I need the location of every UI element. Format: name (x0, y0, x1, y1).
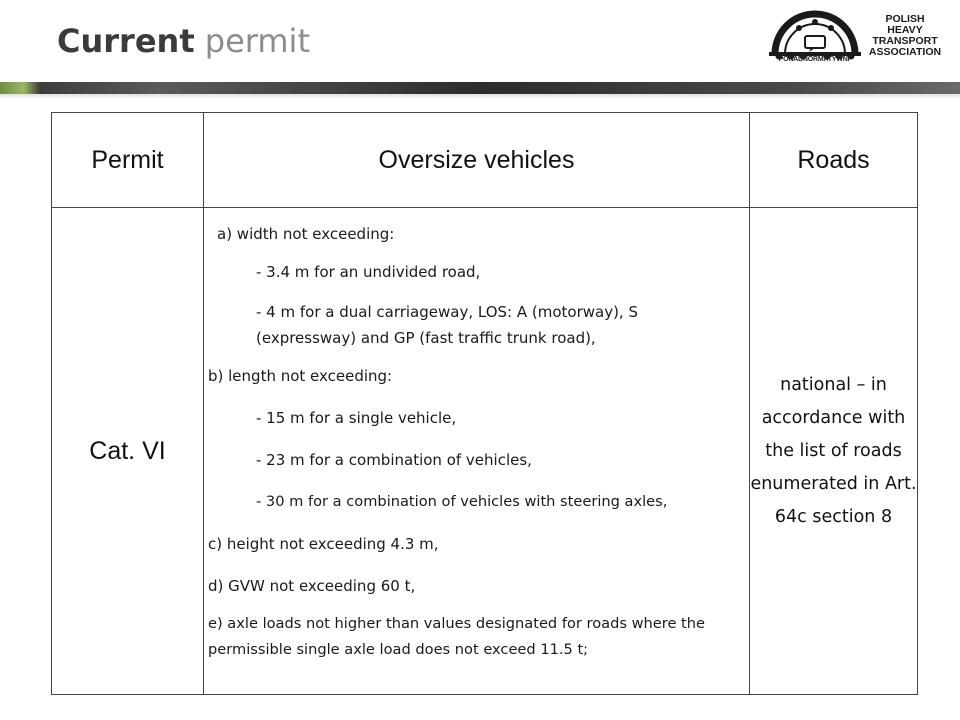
criteria-subitem: - 15 m for a single vehicle, (256, 409, 457, 427)
logo-org-line: HEAVY (887, 24, 923, 36)
logo-org-name (868, 14, 942, 58)
logo-org-line: ASSOCIATION (868, 46, 942, 58)
permit-table (51, 112, 918, 695)
oversize-criteria-cell (204, 208, 750, 695)
criteria-subitem: - 23 m for a combination of vehicles, (256, 451, 532, 469)
column-header-permit: Permit (52, 113, 204, 208)
column-header-roads: Roads (750, 113, 918, 208)
criteria-subitem: - 4 m for a dual carriageway, LOS: A (motorway), S (expressway) and GP (fast traffic trunk road), (256, 303, 638, 347)
page-title-light: permit (204, 22, 310, 60)
roads-cell: national – in accordance with the list of roads enumerated in Art. 64c section 8 (750, 208, 918, 695)
header-divider-band (0, 82, 960, 94)
header-divider-shadow (0, 94, 960, 99)
criteria-item-d: d) GVW not exceeding 60 t, (208, 577, 416, 595)
criteria-item-a: a) width not exceeding: (217, 225, 395, 243)
table-row (52, 208, 918, 695)
permit-category-cell: Cat. VI (52, 208, 204, 695)
criteria-item-e: e) axle loads not higher than values designated for roads where the permissible single axle load does not exceed 11.5 t; (208, 615, 706, 658)
column-header-oversize-vehicles: Oversize vehicles (204, 113, 750, 208)
page-title (57, 22, 310, 60)
criteria-item-b: b) length not exceeding: (208, 367, 393, 385)
criteria-item-c: c) height not exceeding 4.3 m, (208, 535, 439, 553)
logo-org-line: TRANSPORT (872, 35, 938, 47)
criteria-subitem: - 30 m for a combination of vehicles with steering axles, (256, 493, 668, 510)
page-title-bold: Current (57, 22, 195, 60)
logo-tagline: PONADNORMATYWNI (778, 56, 850, 63)
logo-org-line: POLISH (885, 13, 925, 25)
criteria-subitem: - 3.4 m for an undivided road, (256, 263, 481, 281)
table-header-row (52, 113, 918, 208)
